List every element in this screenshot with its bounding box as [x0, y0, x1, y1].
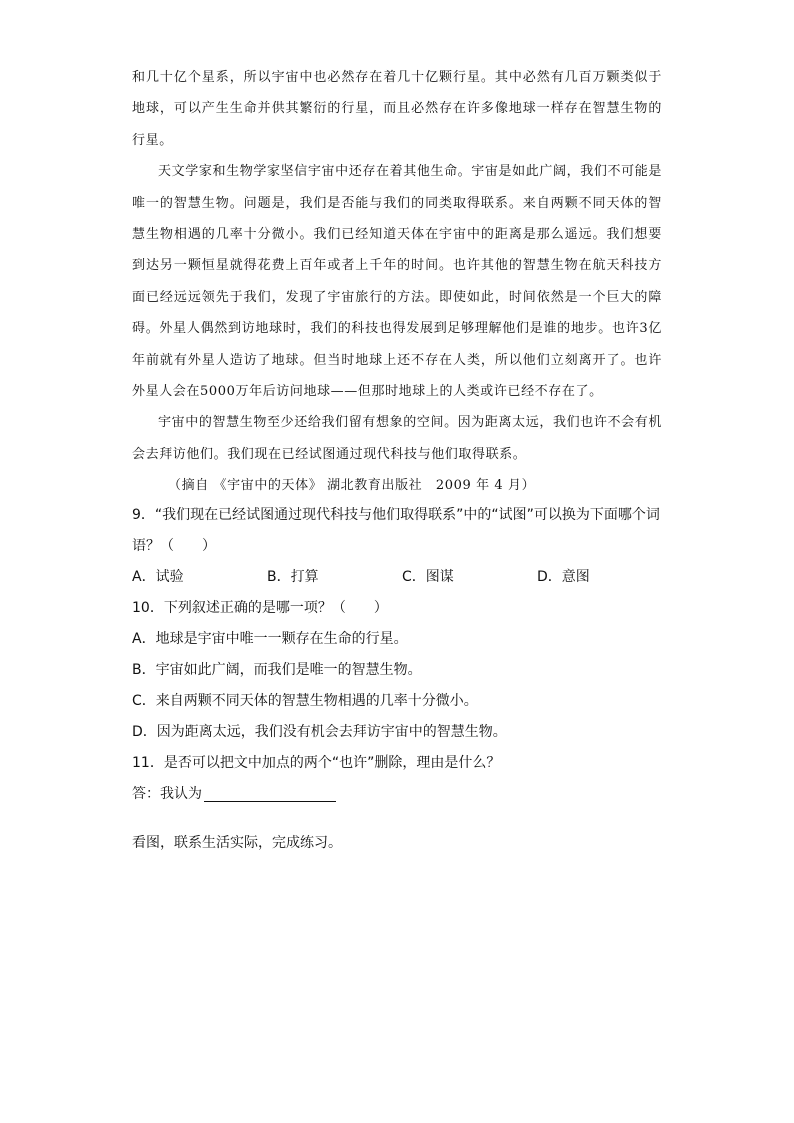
next-section-heading: 看图，联系生活实际，完成练习。 — [132, 835, 342, 851]
question-11-answer — [132, 779, 672, 810]
question-9-stem: 9．“我们现在已经试图通过现代科技与他们取得联系”中的“试图”可以换为下面哪个词语？（ ） — [132, 507, 660, 554]
passage-source: （摘自 《宇宙中的天体》 湖北教育出版社 2009 年 4 月） — [168, 478, 536, 494]
question-9-option-a: A．试验 — [132, 569, 184, 585]
question-9-option-b: B．打算 — [267, 569, 319, 585]
passage-paragraph-3: 宇宙中的智慧生物至少还给我们留有想象的空间。因为距离太远，我们也许不会有机会去拜访他们。我们现在已经试图通过现代科技与他们取得联系。 — [132, 415, 662, 462]
question-11-stem: 11．是否可以把文中加点的两个“也许”删除，理由是什么？ — [132, 755, 501, 771]
question-9-option-c: C．图谋 — [402, 569, 454, 585]
answer-blank[interactable] — [204, 783, 336, 802]
answer-prefix: 答：我认为 — [132, 786, 202, 802]
question-10-option-b: B．宇宙如此广阔，而我们是唯一的智慧生物。 — [132, 662, 422, 678]
question-list — [132, 500, 672, 810]
question-10-stem: 10．下列叙述正确的是哪一项？（ ） — [132, 600, 388, 616]
passage-paragraph-1: 和几十亿个星系，所以宇宙中也必然存在着几十亿颗行星。其中必然有几百万颗类似于地球，可以产生生命并供其繁衍的行星，而且必然存在许多像地球一样存在智慧生物的行星。 — [132, 70, 662, 148]
question-9-option-d: D．意图 — [537, 569, 590, 585]
passage-paragraph-2: 天文学家和生物学家坚信宇宙中还存在着其他生命。宇宙是如此广阔，我们不可能是唯一的智慧生物。问题是，我们是否能与我们的同类取得联系。来自两颗不同天体的智慧生物相遇的几率十分微小。我们已经知道天体在宇宙中的距离是那么遥远。我们想要到达另一颗恒星就得花费上百年或者上千年的时间。也许其他的智慧生物在航天科技方面已经远远领先于我们，发现了宇宙旅行的方法。即使如此，时间依然是一个巨大的障碍。外星人偶然到访地球时，我们的科技也得发展到足够理解他们是谁的地步。也许3亿年前就有外星人造访了地球。但当时地球上还不存在人类，所以他们立刻离开了。也许外星人会在5000万年后访问地球——但那时地球上的人类或许已经不存在了。 — [132, 164, 662, 400]
question-10-option-a: A．地球是宇宙中唯一一颗存在生命的行星。 — [132, 631, 408, 647]
question-9-options — [132, 562, 672, 593]
question-10-option-d: D．因为距离太远，我们没有机会去拜访宇宙中的智慧生物。 — [132, 724, 507, 740]
reading-passage — [132, 62, 662, 502]
question-10-option-c: C．来自两颗不同天体的智慧生物相遇的几率十分微小。 — [132, 693, 478, 709]
